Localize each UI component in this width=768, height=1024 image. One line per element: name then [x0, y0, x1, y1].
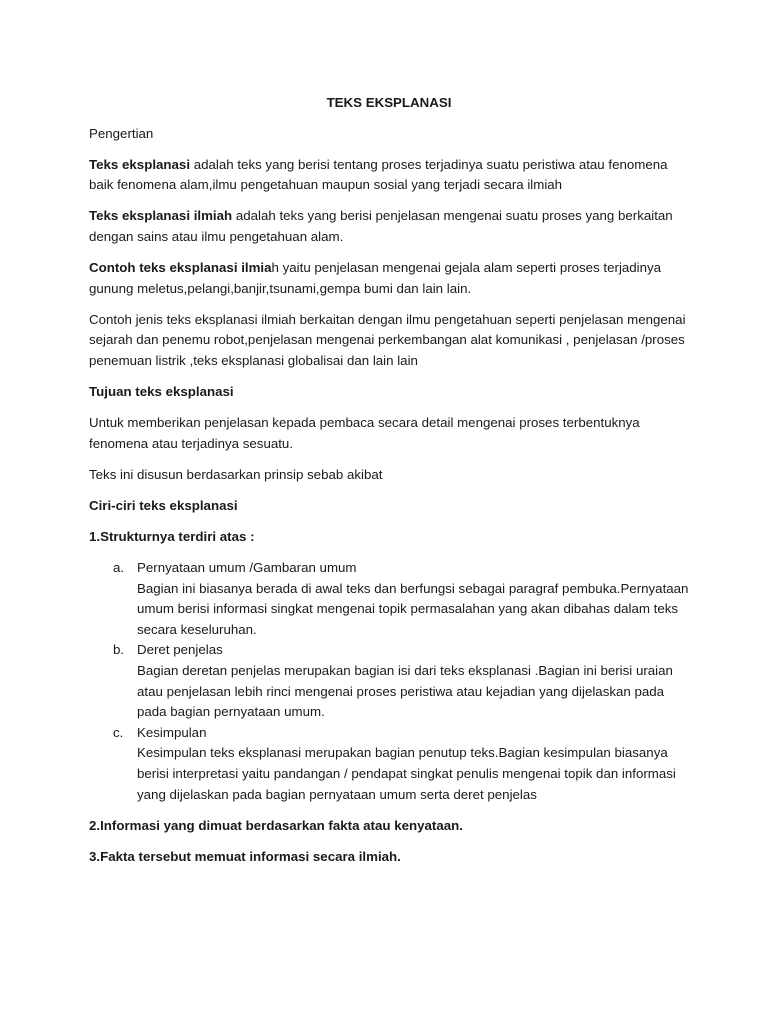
contoh-text: h yaitu penjelasan mengenai gejala alam seperti proses terjadinya gunung meletus,pelangi,banjir,tsunami,gempa bumi dan lain lain.	[89, 260, 662, 296]
pengertian-heading: Pengertian	[89, 125, 154, 141]
list-item-title: Deret penjelas	[137, 642, 223, 658]
point-2: 2.Informasi yang dimuat berdasarkan fakta atau kenyataan.	[89, 817, 463, 833]
paragraph-contoh-jenis: Contoh jenis teks eksplanasi ilmiah berkaitan dengan ilmu pengetahuan seperti penjelasan mengenai sejarah dan penemu robot,penjelasan mengenai perkembangan alat komunikasi , penjelasan /proses penemuan listrik ,teks eksplanasi globalisai dan lain lain	[89, 311, 686, 368]
struktur-list	[89, 558, 689, 805]
struktur-heading: 1.Strukturnya terdiri atas :	[89, 529, 255, 544]
tujuan-heading: Tujuan teks eksplanasi	[89, 384, 234, 400]
ilmiah-text: adalah teks yang berisi penjelasan mengenai suatu proses yang berkaitan dengan sains atau ilmu pengetahuan alam.	[89, 208, 673, 244]
list-marker: b.	[113, 642, 125, 658]
term-teks-eksplanasi: Teks eksplanasi	[89, 156, 191, 172]
paragraph-ilmiah	[89, 206, 689, 247]
document-title: TEKS EKSPLANASI	[326, 95, 452, 110]
prinsip-text: Teks ini disusun berdasarkan prinsip sebab akibat	[89, 466, 383, 482]
list-item	[89, 723, 689, 805]
term-contoh: Contoh teks eksplanasi ilmia	[89, 260, 272, 276]
term-teks-eksplanasi-ilmiah: Teks eksplanasi ilmiah	[89, 208, 233, 224]
list-item-title: Pernyataan umum /Gambaran umum	[137, 560, 357, 576]
list-marker: a.	[113, 560, 125, 576]
ciri-heading: Ciri-ciri teks eksplanasi	[89, 497, 238, 513]
document-body	[89, 93, 689, 878]
list-marker: c.	[113, 724, 124, 740]
list-item	[89, 640, 689, 722]
list-item-description: Bagian deretan penjelas merupakan bagian isi dari teks eksplanasi .Bagian ini berisi uraian atau penjelasan lebih rinci mengenai proses peristiwa atau kejadian yang dijelaskan pada pada bagian pernyataan umum.	[137, 663, 673, 720]
definition-text: adalah teks yang berisi tentang proses terjadinya suatu peristiwa atau fenomena baik fenomena alam,ilmu pengetahuan maupun sosial yang terjadi secara ilmiah	[89, 156, 668, 193]
list-item-description: Kesimpulan teks eksplanasi merupakan bagian penutup teks.Bagian kesimpulan biasanya berisi interpretasi yaitu pandangan / pendapat singkat penulis mengenai topik dan informasi yang dijelaskan pada bagian pernyataan umum serta deret penjelas	[137, 745, 676, 802]
paragraph-definition	[89, 155, 689, 196]
list-item-title: Kesimpulan	[137, 724, 207, 740]
point-3: 3.Fakta tersebut memuat informasi secara ilmiah.	[89, 848, 401, 864]
paragraph-contoh	[89, 258, 689, 299]
list-item	[89, 558, 689, 640]
list-item-description: Bagian ini biasanya berada di awal teks dan berfungsi sebagai paragraf pembuka.Pernyataan umum berisi informasi singkat mengenai topik permasalahan yang akan dibahas dalam teks secara keseluruhan.	[137, 580, 689, 637]
tujuan-text: Untuk memberikan penjelasan kepada pembaca secara detail mengenai proses terbentuknya fenomena atau terjadinya sesuatu.	[89, 415, 640, 451]
